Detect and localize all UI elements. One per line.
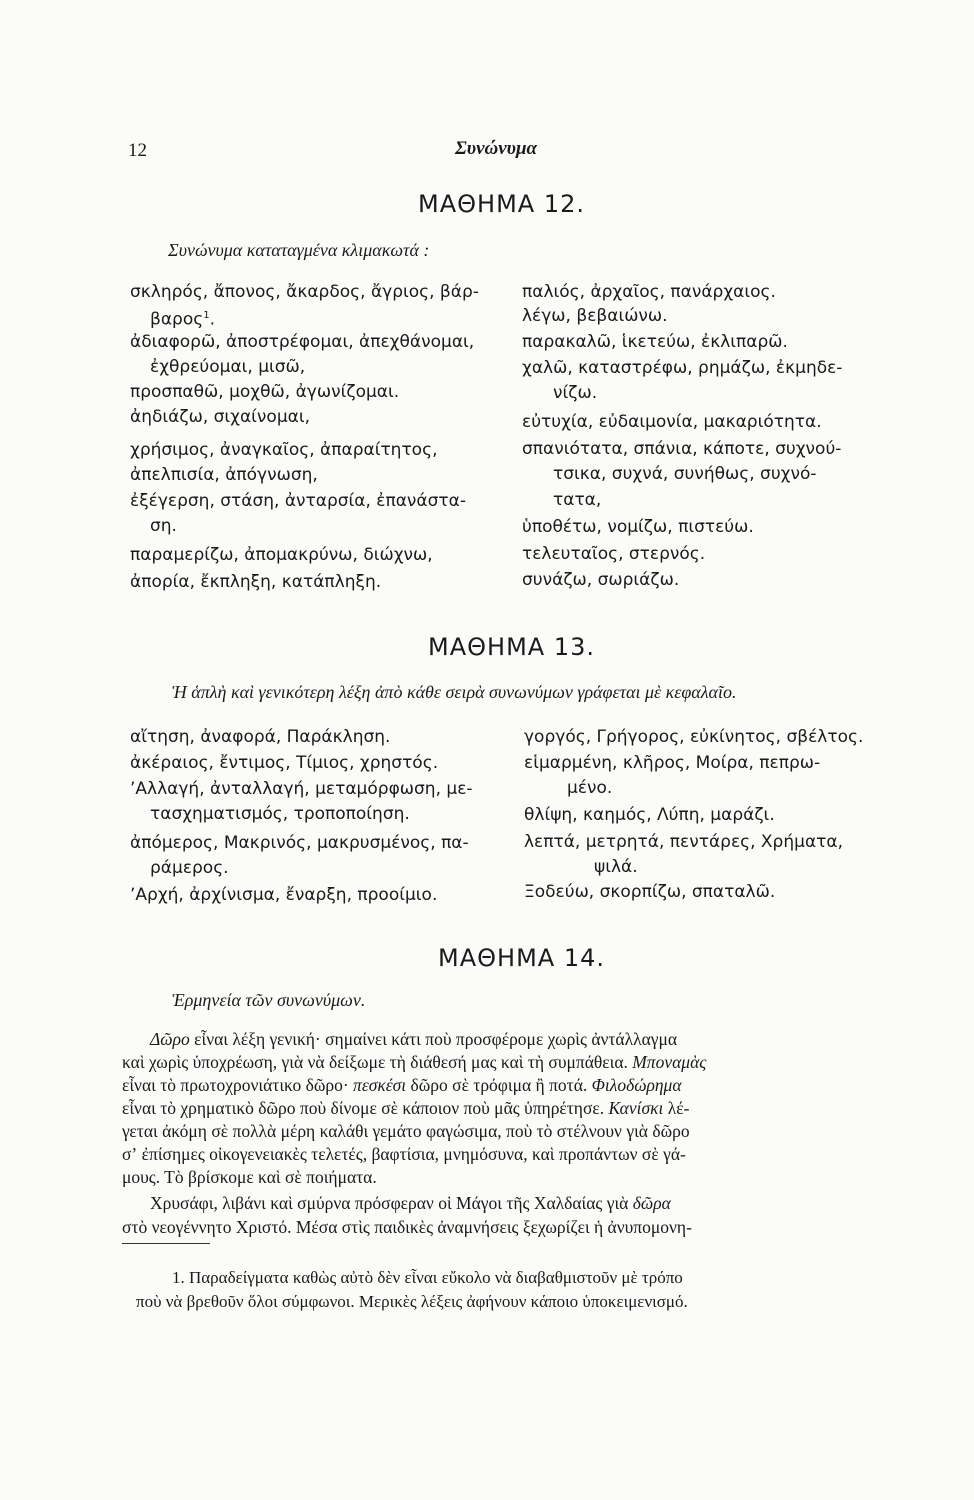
paragraph-line bbox=[122, 1119, 690, 1143]
lesson-12-left-line: χρήσιμος, ἀναγκαῖος, ἀπαραίτητος, bbox=[130, 440, 438, 460]
text-run: Χρυσάφι, λιβάνι καὶ σμύρνα πρόσφεραν οἱ Μάγοι τῆς Χαλδαίας γιὰ bbox=[150, 1193, 633, 1213]
lesson-12-title: ΜΑΘΗΜΑ 12. bbox=[418, 190, 585, 218]
lesson-13-right-line: ψιλά. bbox=[594, 857, 638, 877]
italic-term: Κανίσκι bbox=[608, 1098, 664, 1118]
lesson-12-right-line: συνάζω, σωριάζω. bbox=[522, 570, 680, 590]
lesson-13-title: ΜΑΘΗΜΑ 13. bbox=[428, 633, 595, 661]
lesson-13-subtitle: Ἡ ἁπλὴ καὶ γενικότερη λέξη ἀπὸ κάθε σειρὰ συνωνύμων γράφεται μὲ κεφαλαῖο. bbox=[172, 682, 737, 702]
lesson-12-left-line: ση. bbox=[150, 516, 177, 536]
paragraph-line bbox=[150, 1027, 677, 1051]
lesson-12-right-line: νίζω. bbox=[553, 383, 598, 403]
lesson-12-left-line: ἀηδιάζω, σιχαίνομαι, bbox=[130, 407, 311, 427]
lesson-12-left-line: ἀπορία, ἔκπληξη, κατάπληξη. bbox=[130, 572, 382, 592]
lesson-12-subtitle: Συνώνυμα καταταγμένα κλιμακωτά : bbox=[168, 240, 430, 260]
text-run: γεται ἀκόμη σὲ πολλὰ μέρη καλάθι γεμάτο φαγώσιμα, ποὺ τὸ στέλνουν γιὰ δῶρο bbox=[122, 1121, 690, 1141]
page-number: 12 bbox=[128, 140, 147, 161]
paragraph-line bbox=[122, 1142, 686, 1166]
paragraph-line bbox=[122, 1050, 706, 1074]
lesson-12-right-line: παλιός, ἀρχαῖος, πανάρχαιος. bbox=[522, 282, 776, 302]
lesson-13-left-line: ἀπόμερος, Μακρινός, μακρυσμένος, πα- bbox=[130, 833, 469, 853]
lesson-12-right-line: σπανιότατα, σπάνια, κάποτε, συχνού- bbox=[522, 439, 842, 459]
text-run: καὶ χωρὶς ὑποχρέωση, γιὰ νὰ δείξωμε τὴ διάθεσή μας καὶ τὴ συμπάθεια. bbox=[122, 1052, 633, 1072]
lesson-13-left-line: τασχηματισμός, τροποποίηση. bbox=[150, 804, 410, 824]
text-run: δῶρο σὲ τρόφιμα ἢ ποτά. bbox=[406, 1075, 592, 1095]
italic-term: Δῶρο bbox=[150, 1029, 190, 1049]
lesson-13-left-line: αἴτηση, ἀναφορά, Παράκληση. bbox=[130, 727, 391, 747]
paragraph-line bbox=[122, 1096, 689, 1120]
lesson-12-left-line: ἐξέγερση, στάση, ἀνταρσία, ἐπανάστα- bbox=[130, 491, 466, 511]
lesson-13-right-line: θλίψη, καημός, Λύπη, μαράζι. bbox=[524, 805, 775, 825]
lesson-13-right-line: γοργός, Γρήγορος, εὐκίνητος, σβέλτος. bbox=[524, 727, 864, 747]
paragraph-line bbox=[150, 1191, 671, 1215]
footnote-line: 1. Παραδείγματα καθὼς αὐτὸ δὲν εἶναι εὔκολο νὰ διαβαθμιστοῦν μὲ τρόπο bbox=[172, 1268, 683, 1287]
italic-term: δῶρα bbox=[632, 1193, 671, 1213]
lesson-14-subtitle: Ἑρμηνεία τῶν συνωνύμων. bbox=[172, 990, 366, 1010]
lesson-12-left-line: προσπαθῶ, μοχθῶ, ἀγωνίζομαι. bbox=[130, 382, 400, 402]
paragraph-line bbox=[122, 1215, 692, 1239]
lesson-13-right-line: Ξοδεύω, σκορπίζω, σπαταλῶ. bbox=[524, 882, 776, 902]
text-run: εἶναι λέξη γενική· σημαίνει κάτι ποὺ προσφέρομε χωρὶς ἀντάλλαγμα bbox=[189, 1029, 678, 1049]
lesson-13-right-line: μένο. bbox=[567, 778, 613, 798]
text-run: εἶναι τὸ πρωτοχρονιάτικο δῶρο· bbox=[122, 1075, 354, 1095]
paragraph-line bbox=[122, 1073, 682, 1097]
lesson-13-left-line: ʼΑλλαγή, ἀνταλλαγή, μεταμόρφωση, με- bbox=[130, 779, 473, 799]
lesson-12-right-line: τσικα, συχνά, συνήθως, συχνό- bbox=[553, 464, 817, 484]
lesson-13-right-line: λεπτά, μετρητά, πεντάρες, Χρήματα, bbox=[524, 832, 843, 852]
lesson-12-left-line: ἐχθρεύομαι, μισῶ, bbox=[150, 357, 306, 377]
lesson-12-left-line: ἀδιαφορῶ, ἀποστρέφομαι, ἀπεχθάνομαι, bbox=[130, 332, 475, 352]
footnote-divider bbox=[122, 1243, 210, 1244]
lesson-12-right-line: τελευταῖος, στερνός. bbox=[522, 544, 706, 564]
lesson-12-right-line: εὐτυχία, εὐδαιμονία, μακαριότητα. bbox=[522, 412, 822, 432]
paragraph-line bbox=[122, 1165, 377, 1189]
lesson-12-left-line: παραμερίζω, ἀπομακρύνω, διώχνω, bbox=[130, 545, 433, 565]
lesson-12-left-line: βαρος$^1$. bbox=[150, 309, 216, 330]
italic-term: Φιλοδώρημα bbox=[591, 1075, 682, 1095]
text-run: μους. Τὸ βρίσκομε καὶ σὲ ποιήματα. bbox=[122, 1167, 377, 1187]
footnote-line: ποὺ νὰ βρεθοῦν ὅλοι σύμφωνοι. Μερικὲς λέξεις ἀφήνουν κάποιο ὑποκειμενισμό. bbox=[136, 1292, 688, 1311]
lesson-12-right-line: παρακαλῶ, ἱκετεύω, ἐκλιπαρῶ. bbox=[522, 332, 788, 352]
text-run: εἶναι τὸ χρηματικὸ δῶρο ποὺ δίνομε σὲ κάποιον ποὺ μᾶς ὑπηρέτησε. bbox=[122, 1098, 609, 1118]
lesson-13-right-line: εἱμαρμένη, κλῆρος, Μοίρα, πεπρω- bbox=[524, 753, 821, 773]
italic-term: πεσκέσι bbox=[353, 1075, 407, 1095]
lesson-12-left-line: ἀπελπισία, ἀπόγνωση, bbox=[130, 465, 318, 485]
lesson-12-right-line: λέγω, βεβαιώνω. bbox=[522, 306, 668, 326]
italic-term: Μποναμὰς bbox=[632, 1052, 707, 1072]
running-head: Συνώνυμα bbox=[455, 138, 538, 159]
lesson-13-left-line: ἀκέραιος, ἔντιμος, Τίμιος, χρηστός. bbox=[130, 753, 439, 773]
lesson-12-right-line: τατα, bbox=[553, 490, 602, 510]
lesson-12-right-line: ὑποθέτω, νομίζω, πιστεύω. bbox=[522, 517, 754, 537]
lesson-12-right-line: χαλῶ, καταστρέφω, ρημάζω, ἐκμηδε- bbox=[522, 358, 843, 378]
lesson-13-left-line: ʼΑρχή, ἀρχίνισμα, ἔναρξη, προοίμιο. bbox=[130, 885, 438, 905]
text-run: σʼ ἐπίσημες οἰκογενειακὲς τελετές, βαφτίσια, μνημόσυνα, καὶ προπάντων σὲ γά- bbox=[122, 1144, 686, 1164]
lesson-12-left-line: σκληρός, ἄπονος, ἄκαρδος, ἄγριος, βάρ- bbox=[130, 282, 479, 302]
lesson-14-title: ΜΑΘΗΜΑ 14. bbox=[438, 944, 605, 972]
text-run: λέ- bbox=[663, 1098, 690, 1118]
text-run: στὸ νεογέννητο Χριστό. Μέσα στὶς παιδικὲς ἀναμνήσεις ξεχωρίζει ἡ ἀνυπομονη- bbox=[122, 1217, 692, 1237]
footnote-reference: 1 bbox=[203, 310, 210, 321]
lesson-13-left-line: ράμερος. bbox=[150, 858, 229, 878]
